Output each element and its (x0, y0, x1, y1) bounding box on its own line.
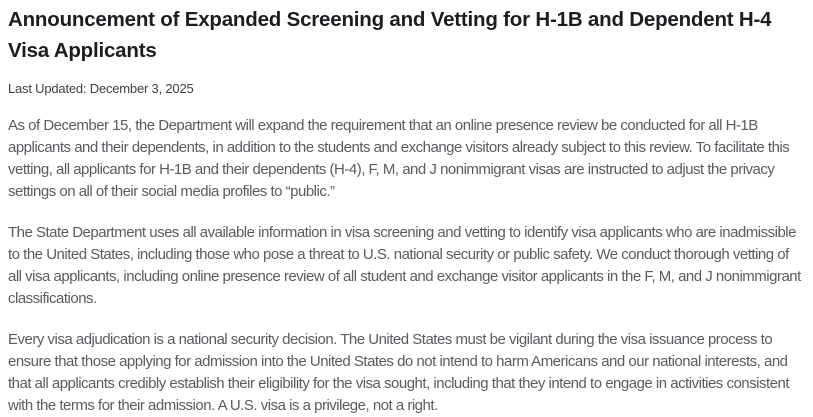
page-title-line-2: Visa Applicants (8, 39, 157, 62)
paragraph-state-department-vetting: The State Department uses all available information in visa screening and vetting to identify visa applicants who are inadmissible to the United States, including those who pose a threat to U.S. national security or public safety. We conduct thorough vetting of all visa applicants, including online presence review of all student and exchange visitor applicants in the F, M, and J nonimmigrant classifications. (8, 224, 801, 307)
page-title-line-1: Announcement of Expanded Screening and Vetting for H-1B and Dependent H-4 (8, 8, 772, 31)
last-updated-label: Last Updated: December 3, 2025 (8, 81, 194, 96)
page-title (8, 4, 804, 66)
paragraph-expanded-screening: As of December 15, the Department will expand the requirement that an online presence review be conducted for all H-1B applicants and their dependents, in addition to the students and exchange visitors already subject to this review. To facilitate this vetting, all applicants for H-1B and their dependents (H-4), F, M, and J nonimmigrant visas are instructed to adjust the privacy settings on all of their social media profiles to “public.” (8, 117, 790, 200)
paragraph-national-security: Every visa adjudication is a national security decision. The United States must be vigilant during the visa issuance process to ensure that those applying for admission into the United States do not intend to harm Americans and our national interests, and that all applicants credibly establish their eligibility for the visa sought, including that they intend to engage in activities consistent with the terms for their admission. A U.S. visa is a privilege, not a right. (8, 331, 789, 414)
